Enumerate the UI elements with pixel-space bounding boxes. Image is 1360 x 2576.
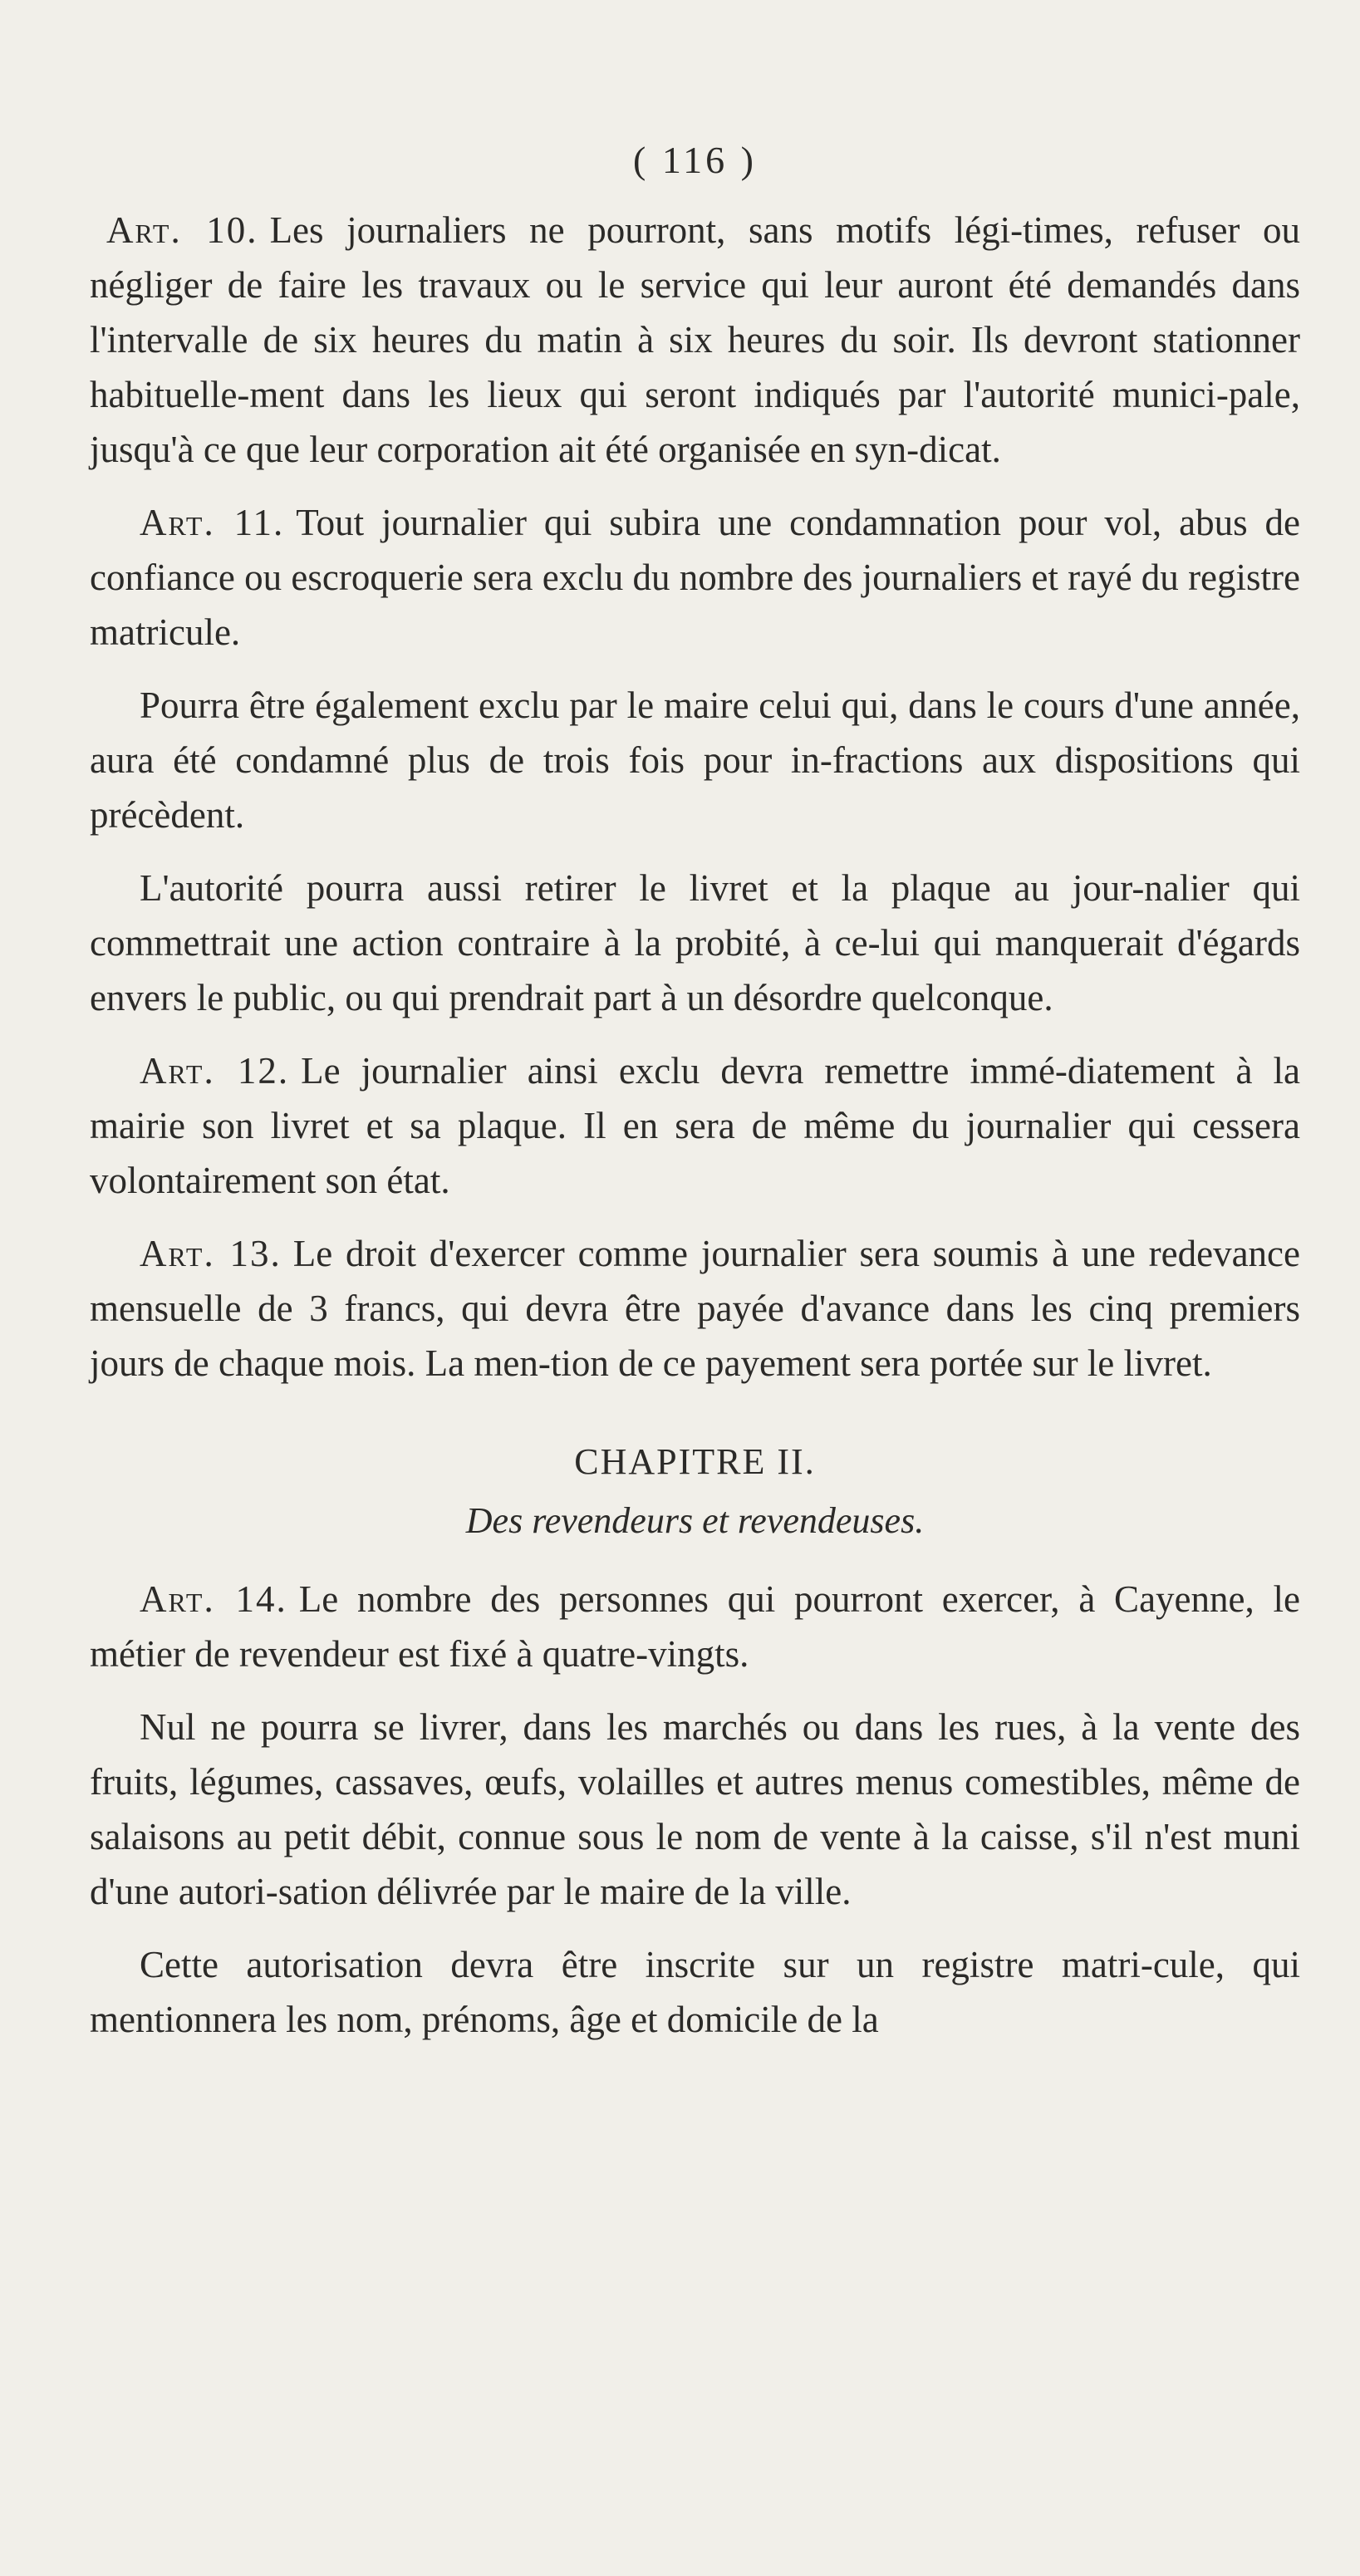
paragraph: Pourra être également exclu par le maire celui qui, dans le cours d'une année, aura été condamné plus de trois fois pour in-fractions aux dispositions qui précèdent. xyxy=(90,684,1300,836)
article-10 xyxy=(90,203,1300,477)
article-label: Art. 12. xyxy=(140,1050,290,1092)
page-number: ( 116 ) xyxy=(633,139,757,181)
article-12 xyxy=(90,1043,1300,1208)
article-label: Art. 13. xyxy=(140,1233,282,1274)
paragraph: Nul ne pourra se livrer, dans les marchés ou dans les rues, à la vente des fruits, légumes, cassaves, œufs, volailles et autres menus comestibles, même de salaisons au petit débit, connue sous le nom de vente à la caisse, s'il n'est muni d'une autori-sation délivrée par le maire de la ville. xyxy=(90,1705,1300,1912)
article-label: Art. 10. xyxy=(106,209,258,251)
article-13 xyxy=(90,1226,1300,1391)
chapter-subtitle: Des revendeurs et revendeuses. xyxy=(465,1499,925,1541)
article-text: Les journaliers ne pourront, sans motifs légi-times, refuser ou négliger de faire les travaux ou le service qui leur auront été demandés dans l'intervalle de six heures du matin à six heures du soir. Ils devront stationner habituelle-ment dans les lieux qui seront indiqués par l'autorité munici-pale, jusqu'à ce que leur corporation ait été organisée en syn-dicat. xyxy=(90,209,1300,470)
article-label: Art. 11. xyxy=(140,502,285,543)
article-11 xyxy=(90,495,1300,660)
article-text: Le journalier ainsi exclu devra remettre immé-diatement à la mairie son livret et sa plaque. Il en sera de même du journalier qui cessera volontairement son état. xyxy=(90,1050,1301,1201)
article-text: Le droit d'exercer comme journalier sera soumis à une redevance mensuelle de 3 francs, qui devra être payée d'avance dans les cinq premiers jours de chaque mois. La men-tion de ce payement sera portée sur le livret. xyxy=(90,1233,1300,1384)
article-label: Art. 14. xyxy=(140,1577,287,1620)
paragraph: Cette autorisation devra être inscrite sur un registre matri-cule, qui mentionnera les nom, prénoms, âge et domicile de la xyxy=(90,1943,1300,2040)
article-text: Tout journalier qui subira une condamnation pour vol, abus de confiance ou escroquerie sera exclu du nombre des journaliers et rayé du registre matricule. xyxy=(90,502,1300,653)
paragraph: L'autorité pourra aussi retirer le livret et la plaque au jour-nalier qui commettrait une action contraire à la probité, à ce-lui qui manquerait d'égards envers le public, ou qui prendrait part à un désordre quelconque. xyxy=(90,867,1300,1018)
chapter-title: CHAPITRE II. xyxy=(574,1441,816,1482)
article-text: Le nombre des personnes qui pourront exercer, à Cayenne, le métier de revendeur est fixé à quatre-vingts. xyxy=(90,1577,1300,1675)
article-14 xyxy=(90,1572,1300,1681)
